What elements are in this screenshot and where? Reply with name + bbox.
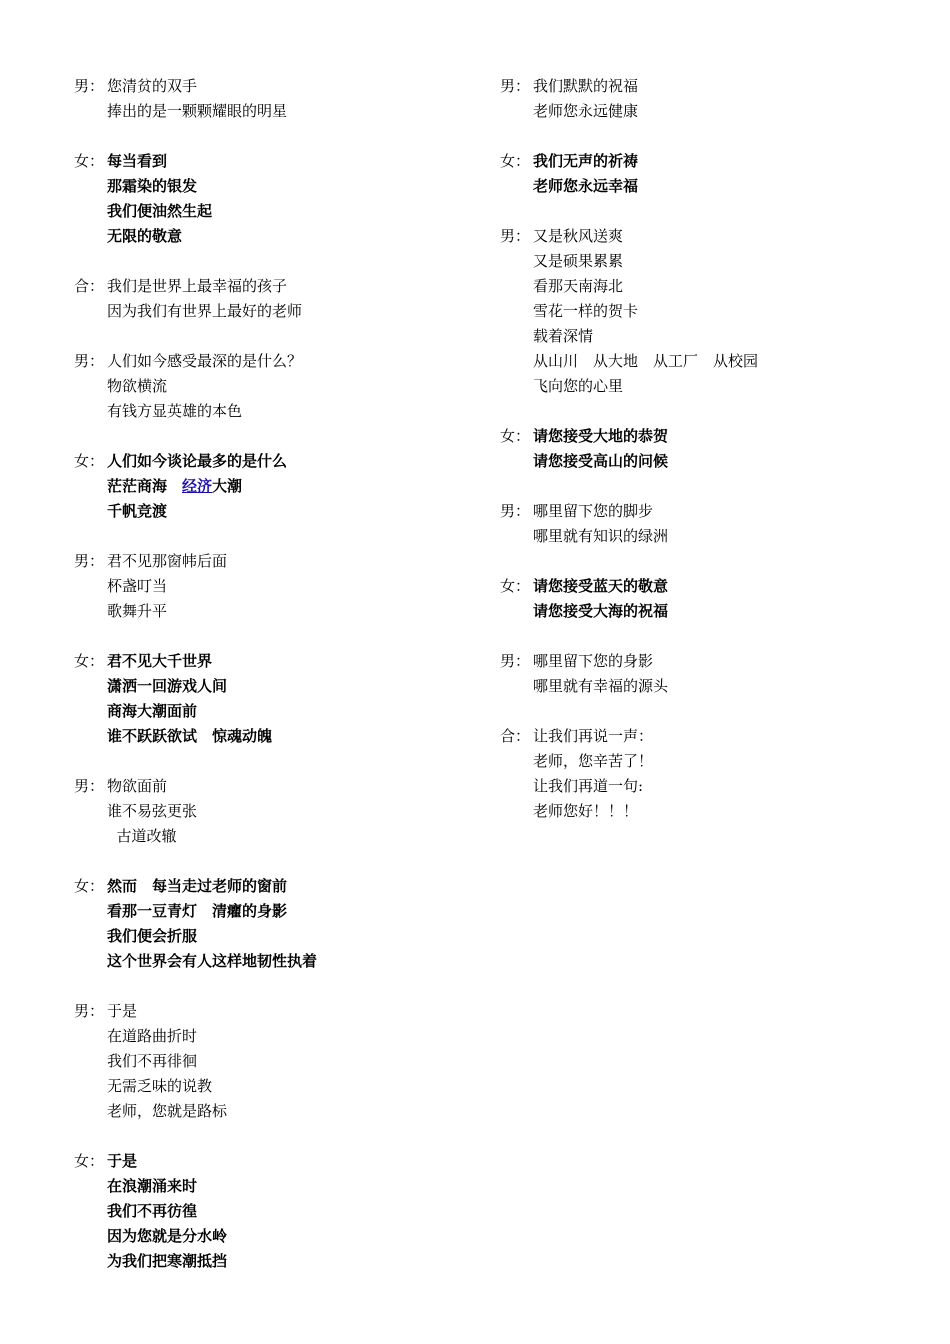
speaker-label: 女： — [500, 427, 531, 445]
stanza — [500, 224, 920, 399]
speaker-label: 男： — [74, 77, 105, 95]
speaker-label: 女： — [74, 452, 105, 470]
verse-line: 老师您永远健康 — [533, 102, 639, 120]
verse-text: 茫茫商海 — [107, 477, 183, 495]
verse-text: 大潮 — [212, 477, 243, 495]
verse-line — [107, 474, 287, 499]
verse-line: 那霜染的银发 — [107, 177, 198, 195]
stanza-lines — [533, 499, 668, 549]
verse-line: 又是硕果累累 — [533, 252, 624, 270]
stanza — [74, 449, 474, 524]
verse-line: 雪花一样的贺卡 — [533, 302, 639, 320]
stanza-lines — [107, 1149, 227, 1274]
verse-line: 我们是世界上最幸福的孩子 — [107, 277, 288, 295]
speaker-label: 女： — [74, 152, 105, 170]
verse-line: 人们如今谈论最多的是什么 — [107, 452, 288, 470]
speaker-label: 男： — [74, 352, 105, 370]
verse-line: 我们不再徘徊 — [107, 1052, 198, 1070]
stanza — [74, 999, 474, 1124]
verse-line: 哪里就有知识的绿洲 — [533, 527, 669, 545]
verse-line: 我们便油然生起 — [107, 202, 213, 220]
verse-line: 歌舞升平 — [107, 602, 168, 620]
speaker-label: 男： — [500, 77, 531, 95]
verse-line: 为我们把寒潮抵挡 — [107, 1252, 228, 1270]
stanza-lines — [107, 449, 287, 524]
speaker-label: 合： — [500, 727, 531, 745]
stanza-lines — [533, 224, 758, 399]
stanza — [74, 349, 474, 424]
left-column — [74, 74, 474, 1299]
verse-line: 我们默默的祝福 — [533, 77, 639, 95]
stanza-lines — [533, 724, 653, 824]
stanza-lines — [107, 74, 287, 124]
stanza-lines — [107, 649, 272, 749]
verse-line: 于是 — [107, 1152, 138, 1170]
stanza — [74, 649, 474, 749]
stanza — [500, 574, 920, 624]
stanza — [74, 549, 474, 624]
right-column — [500, 74, 920, 849]
speaker-label: 合： — [74, 277, 105, 295]
speaker-label: 女： — [74, 652, 105, 670]
stanza — [74, 74, 474, 124]
speaker-label: 男： — [500, 652, 531, 670]
verse-line: 捧出的是一颗颗耀眼的明星 — [107, 102, 288, 120]
stanza-lines — [107, 349, 302, 424]
verse-line: 无需乏味的说教 — [107, 1077, 213, 1095]
stanza-lines — [107, 274, 302, 324]
stanza-lines — [533, 74, 638, 124]
verse-line: 潇洒一回游戏人间 — [107, 677, 228, 695]
verse-line: 飞向您的心里 — [533, 377, 624, 395]
verse-line: 请您接受蓝天的敬意 — [533, 577, 669, 595]
hyperlink[interactable]: 经济 — [182, 477, 213, 495]
stanza — [500, 649, 920, 699]
stanza — [500, 149, 920, 199]
speaker-label: 女： — [500, 577, 531, 595]
verse-line: 因为我们有世界上最好的老师 — [107, 302, 303, 320]
verse-line: 于是 — [107, 1002, 138, 1020]
verse-line: 商海大潮面前 — [107, 702, 198, 720]
verse-line: 物欲横流 — [107, 377, 168, 395]
stanza-lines — [533, 574, 668, 624]
verse-line: 载着深情 — [533, 327, 594, 345]
verse-line: 看那天南海北 — [533, 277, 624, 295]
verse-line: 请您接受高山的问候 — [533, 452, 669, 470]
verse-line: 老师您好！！！ — [533, 802, 639, 820]
verse-line: 请您接受大海的祝福 — [533, 602, 669, 620]
verse-line: 我们无声的祈祷 — [533, 152, 639, 170]
stanza — [74, 874, 474, 974]
stanza-lines — [107, 999, 227, 1124]
verse-line: 每当看到 — [107, 152, 168, 170]
verse-line: 哪里就有幸福的源头 — [533, 677, 669, 695]
verse-line: 古道改辙 — [107, 827, 177, 845]
speaker-label: 女： — [500, 152, 531, 170]
verse-line: 我们不再彷徨 — [107, 1202, 198, 1220]
stanza-lines — [107, 874, 317, 974]
speaker-label: 女： — [74, 877, 105, 895]
verse-line: 谁不易弦更张 — [107, 802, 198, 820]
stanza — [500, 499, 920, 549]
speaker-label: 女： — [74, 1152, 105, 1170]
verse-line: 又是秋风送爽 — [533, 227, 624, 245]
verse-line: 千帆竞渡 — [107, 502, 168, 520]
stanza — [500, 424, 920, 474]
verse-line: 老师，您就是路标 — [107, 1102, 228, 1120]
verse-line: 老师，您辛苦了！ — [533, 752, 654, 770]
verse-line: 哪里留下您的脚步 — [533, 502, 654, 520]
verse-line: 无限的敬意 — [107, 227, 183, 245]
stanza — [74, 149, 474, 249]
verse-line: 让我们再道一句: — [533, 777, 644, 795]
verse-line: 在浪潮涌来时 — [107, 1177, 198, 1195]
stanza-lines — [107, 774, 197, 849]
verse-line: 这个世界会有人这样地韧性执着 — [107, 952, 318, 970]
verse-line: 我们便会折服 — [107, 927, 198, 945]
verse-line: 有钱方显英雄的本色 — [107, 402, 243, 420]
verse-line: 因为您就是分水岭 — [107, 1227, 228, 1245]
verse-line: 君不见那窗帏后面 — [107, 552, 228, 570]
stanza-lines — [533, 649, 668, 699]
speaker-label: 男： — [74, 552, 105, 570]
verse-line: 您清贫的双手 — [107, 77, 198, 95]
speaker-label: 男： — [500, 502, 531, 520]
stanza — [74, 1149, 474, 1274]
verse-line: 君不见大千世界 — [107, 652, 213, 670]
speaker-label: 男： — [74, 1002, 105, 1020]
verse-line: 物欲面前 — [107, 777, 168, 795]
verse-line: 从山川 从大地 从工厂 从校园 — [533, 352, 759, 370]
verse-line: 谁不跃跃欲试 惊魂动魄 — [107, 727, 273, 745]
stanza — [500, 74, 920, 124]
verse-line: 人们如今感受最深的是什么？ — [107, 352, 303, 370]
stanza-lines — [107, 149, 212, 249]
stanza-lines — [533, 149, 638, 199]
verse-line: 哪里留下您的身影 — [533, 652, 654, 670]
stanza-lines — [533, 424, 668, 474]
speaker-label: 男： — [500, 227, 531, 245]
verse-line: 杯盏叮当 — [107, 577, 168, 595]
stanza — [74, 774, 474, 849]
speaker-label: 男： — [74, 777, 105, 795]
verse-line: 请您接受大地的恭贺 — [533, 427, 669, 445]
stanza-lines — [107, 549, 227, 624]
verse-line: 在道路曲折时 — [107, 1027, 198, 1045]
verse-line: 然而 每当走过老师的窗前 — [107, 877, 288, 895]
verse-line: 老师您永远幸福 — [533, 177, 639, 195]
verse-line: 让我们再说一声： — [533, 727, 654, 745]
stanza — [74, 274, 474, 324]
verse-line: 看那一豆青灯 清癯的身影 — [107, 902, 288, 920]
stanza — [500, 724, 920, 824]
